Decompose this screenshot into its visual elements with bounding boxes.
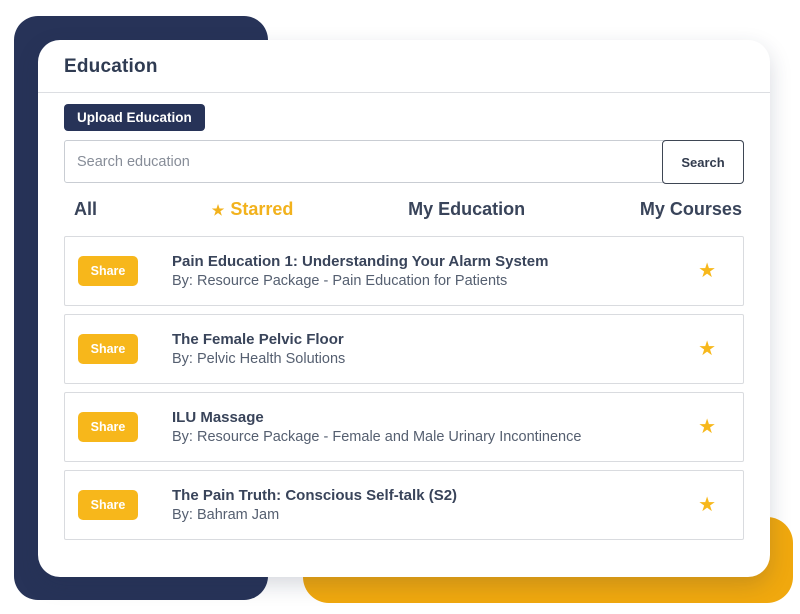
search-button[interactable]: Search xyxy=(662,140,744,184)
education-title: The Pain Truth: Conscious Self-talk (S2) xyxy=(172,487,458,504)
tab-label: My Courses xyxy=(639,199,742,219)
tab-label: All xyxy=(74,199,98,219)
education-row-text xyxy=(172,409,698,445)
education-byline: By: Pelvic Health Solutions xyxy=(172,351,346,367)
education-row[interactable] xyxy=(64,392,744,462)
tab-all[interactable] xyxy=(74,199,97,220)
tab-label: Starred xyxy=(230,199,294,219)
star-icon[interactable]: ★ xyxy=(698,416,716,438)
tab-label: My Education xyxy=(408,199,526,219)
panel-body xyxy=(38,93,770,540)
panel-header xyxy=(38,40,770,93)
education-list xyxy=(64,236,744,540)
education-byline: By: Bahram Jam xyxy=(172,507,280,523)
education-row-text xyxy=(172,487,698,523)
star-icon[interactable]: ★ xyxy=(698,494,716,516)
education-row[interactable] xyxy=(64,236,744,306)
upload-education-button[interactable]: Upload Education xyxy=(64,104,205,131)
share-button[interactable]: Share xyxy=(78,256,138,286)
filter-tabs xyxy=(74,199,742,220)
education-title: The Female Pelvic Floor xyxy=(172,331,344,348)
share-button[interactable]: Share xyxy=(78,412,138,442)
star-icon: ★ xyxy=(211,201,225,218)
education-panel xyxy=(38,40,770,577)
search-input[interactable] xyxy=(64,140,744,183)
education-row-text xyxy=(172,331,698,367)
education-title: ILU Massage xyxy=(172,409,264,426)
tab-my-education[interactable] xyxy=(408,199,525,220)
education-byline: By: Resource Package - Female and Male Urinary Incontinence xyxy=(172,429,582,445)
share-button[interactable]: Share xyxy=(78,490,138,520)
star-icon[interactable]: ★ xyxy=(698,260,716,282)
star-icon[interactable]: ★ xyxy=(698,338,716,360)
share-button[interactable]: Share xyxy=(78,334,138,364)
education-row-text xyxy=(172,253,698,289)
page-title: Education xyxy=(64,56,158,77)
search-bar xyxy=(64,140,744,184)
education-byline: By: Resource Package - Pain Education for Patients xyxy=(172,273,508,289)
education-title: Pain Education 1: Understanding Your Alarm System xyxy=(172,253,549,270)
tab-my-courses[interactable] xyxy=(640,199,742,220)
education-row[interactable] xyxy=(64,470,744,540)
education-row[interactable] xyxy=(64,314,744,384)
tab-starred[interactable] xyxy=(212,199,294,220)
